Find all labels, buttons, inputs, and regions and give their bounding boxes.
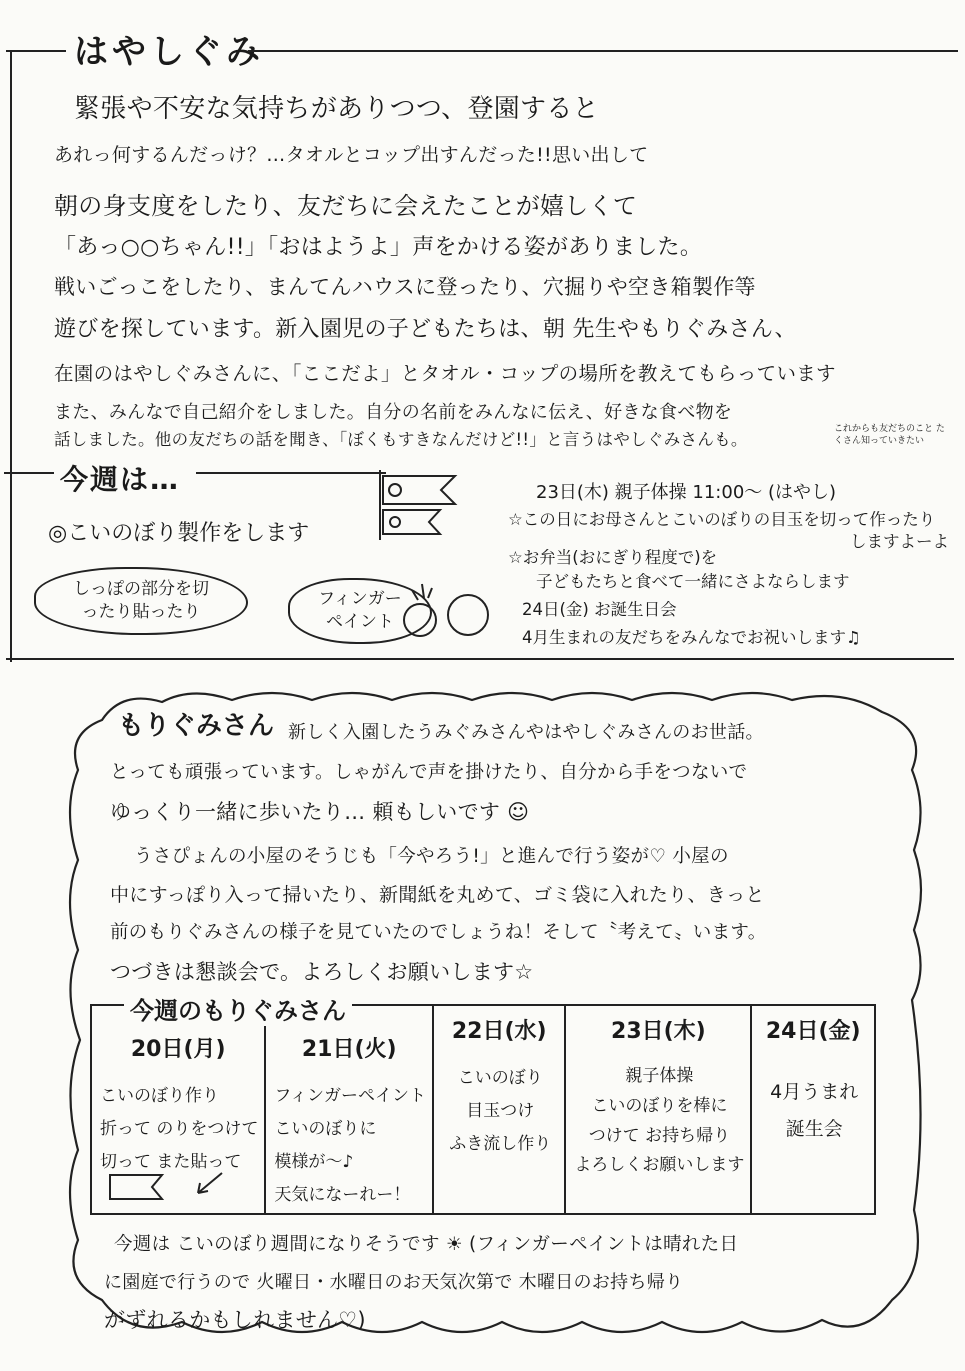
day-items — [92, 1070, 264, 1179]
hayashi-corner-note: これからも友だちのこと たくさん知っていきたい — [834, 424, 945, 446]
day-item: 親子体操 — [625, 1066, 694, 1086]
schedule-line: 24日(金) お誕生日会 — [522, 600, 677, 619]
hayashi-line: 戦いごっこをしたり、まんてんハウスに登ったり、穴掘りや空き箱製作等 — [54, 275, 756, 299]
this-week-title: 今週は… — [60, 463, 181, 496]
day-item: 4月うまれ — [770, 1081, 859, 1103]
bubble-text: しっぽの部分を切ったり貼ったり — [73, 579, 209, 622]
day-cell-mon — [91, 1005, 265, 1214]
mori-line: とっても頑張っています。しゃがんで声を掛けたり、自分から手をつないで — [110, 762, 748, 783]
hayashi-line: 在園のはやしぐみさんに、「ここだよ」とタオル・コップの場所を教えてもらっています — [54, 362, 836, 385]
bubble-text: フィンガーペイント — [318, 589, 402, 632]
mori-line: つづきは懇談会で。よろしくお願いします☆ — [110, 960, 534, 984]
day-items — [752, 1052, 874, 1148]
day-item: こいのぼり — [457, 1068, 543, 1088]
day-cell-tue — [265, 1005, 433, 1214]
day-item: 切って また貼って — [100, 1152, 242, 1173]
weekly-rule-left — [4, 472, 54, 474]
day-item: こいのぼりに — [274, 1119, 377, 1140]
day-heading: 24日(金) — [765, 1019, 861, 1044]
day-item: つけて お持ち帰り — [588, 1125, 731, 1146]
hayashi-line: 「あっ○○ちゃん!!」「おはようよ」声をかける姿がありました。 — [54, 235, 703, 260]
mori-line: うさぴょんの小屋のそうじも「今やろう!」と進んで行う姿が♡ 小屋の — [134, 846, 729, 867]
hayashi-line: あれっ何するんだっけ？…タオルとコップ出すんだった!!思い出して — [54, 144, 649, 166]
day-cell-thu — [565, 1005, 751, 1214]
day-item: 誕生会 — [785, 1118, 843, 1141]
children-drawing-icon — [390, 570, 500, 650]
schedule-line: 23日(木) 親子体操 11:00〜 (はやし) — [536, 482, 837, 503]
mori-line: 新しく入園したうみぐみさんやはやしぐみさんのお世話。 — [288, 722, 764, 743]
day-heading: 22日(水) — [451, 1019, 547, 1044]
mori-line: ゆっくり一緒に歩いたり… 頼もしいです ☺ — [110, 800, 530, 824]
cloud-bubble-cutting — [34, 567, 248, 635]
day-item: こいのぼりを棒に — [591, 1095, 728, 1116]
left-border — [10, 50, 12, 662]
schedule-line: 4月生まれの友だちをみんなでお祝いします♫ — [522, 628, 861, 647]
day-cell-fri — [751, 1005, 875, 1214]
mori-line: 中にすっぽり入って掃いたり、新聞紙を丸めて、ゴミ袋に入れたり、きっと — [110, 884, 765, 906]
day-item: こいのぼり作り — [100, 1086, 219, 1106]
koinobori-item: ◎こいのぼり製作をします — [48, 521, 310, 546]
section-title-hayashi: はやしぐみ — [74, 32, 264, 72]
day-items — [434, 1052, 564, 1161]
day-item: ふき流し作り — [449, 1134, 552, 1155]
day-heading: 23日(木) — [611, 1019, 706, 1044]
hayashi-body — [54, 88, 944, 468]
hayashi-line: 話しました。他の友だちの話を聞き、「ぼくもすきなんだけど!!」と言うはやしぐみさんも。 — [54, 430, 748, 449]
day-item: 模様が〜♪ — [274, 1152, 354, 1173]
mori-title: もりぐみさん — [118, 711, 275, 741]
koinobori-icon — [345, 470, 465, 540]
schedule-line: ☆お弁当(おにぎり程度で)を — [508, 548, 718, 567]
schedule-line: 子どもたちと食べて一緒にさよならします — [536, 572, 850, 591]
weekly-bottom-rule — [6, 658, 954, 660]
day-items — [566, 1052, 750, 1181]
day-heading: 21日(火) — [301, 1037, 397, 1062]
weekly-table-title: 今週のもりぐみさん — [124, 991, 352, 1026]
day-item: 目玉つけ — [466, 1101, 535, 1122]
schedule-line: ☆この日にお母さんとこいのぼりの目玉を切って作ったり — [508, 510, 936, 529]
day-item: よろしくお願いします — [574, 1155, 745, 1176]
hayashi-line: 遊びを探しています。新入園児の子どもたちは、朝 先生やもりぐみさん、 — [54, 317, 797, 342]
top-rule-left — [6, 50, 66, 52]
day-heading: 20日(月) — [130, 1037, 226, 1062]
day-item: フィンガーペイント — [274, 1086, 427, 1106]
koinobori-arrow-icon — [102, 1167, 242, 1207]
day-item: 折って のりをつけて — [100, 1119, 259, 1140]
hayashi-line: また、みんなで自己紹介をしました。自分の名前をみんなに伝え、好きな食べ物を — [54, 402, 733, 423]
footer-line: 今週は こいのぼり週間になりそうです ☀ (フィンガーペイントは晴れた日 — [114, 1234, 739, 1255]
day-item: 天気になーれー！ — [274, 1185, 411, 1206]
mori-body — [110, 712, 920, 982]
schedule-line: しますよーよ — [850, 532, 949, 551]
day-cell-wed — [433, 1005, 565, 1214]
day-items — [266, 1070, 432, 1213]
top-rule-right — [248, 50, 958, 52]
footer-line: がずれるかもしれません♡) — [104, 1308, 366, 1332]
footer-line: に園庭で行うので 火曜日・水曜日のお天気次第で 木曜日のお持ち帰り — [104, 1272, 684, 1293]
mori-line: 前のもりぐみさんの様子を見ていたのでしょうね！そして〝考えて〟います。 — [110, 922, 767, 943]
hayashi-line: 朝の身支度をしたり、友だちに会えたことが嬉しくて — [54, 192, 638, 220]
mori-footer — [104, 1222, 924, 1332]
weekly-schedule-table — [90, 1004, 876, 1215]
hayashi-line: 緊張や不安な気持ちがありつつ、登園すると — [74, 94, 599, 124]
